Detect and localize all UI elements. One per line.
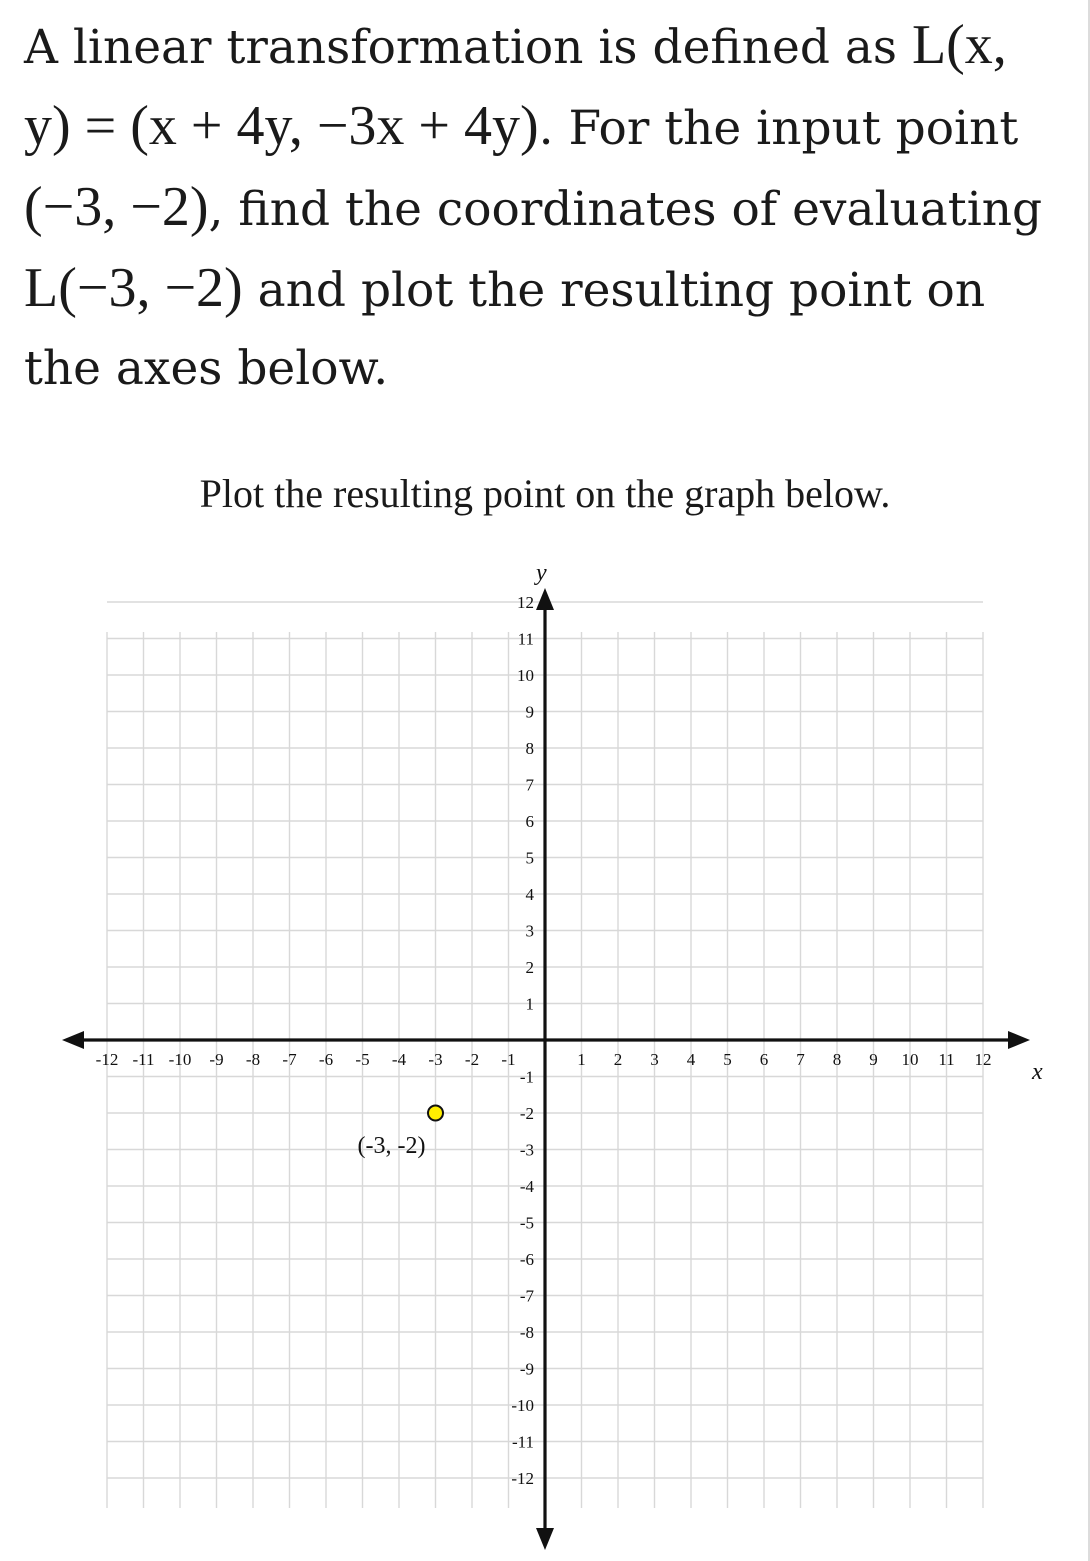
x-tick-label: 10 [901,1050,919,1069]
y-tick-label: 7 [525,775,534,795]
question-part-1: A linear transformation is defined as [24,20,897,75]
y-tick-label: -3 [519,1140,534,1160]
y-tick-label: -8 [519,1323,534,1342]
x-tick-label: -6 [318,1050,334,1069]
y-tick-label: 1 [525,994,534,1014]
x-tick-label: 8 [832,1050,842,1069]
x-tick-label: 4 [686,1050,696,1069]
question-part-4: and plot the resulting point on the axes below. [24,263,986,396]
y-tick-label: -12 [511,1469,534,1488]
x-tick-label: -3 [428,1050,443,1069]
y-tick-label: 3 [525,921,534,941]
transformation-formula: L(x, y) = (x + 4y, −3x + 4y) [24,14,1007,157]
y-axis-arrow-down [536,1528,554,1550]
x-tick-label: 6 [759,1050,769,1069]
x-tick-label: 7 [796,1050,805,1069]
x-tick-label: 5 [723,1050,732,1069]
x-axis-arrow-left [62,1031,84,1049]
y-tick-label: -9 [519,1359,534,1379]
y-tick-label: -10 [511,1396,534,1415]
y-tick-label: 11 [517,629,534,649]
y-tick-label: -1 [519,1067,534,1087]
x-tick-label: -9 [209,1050,224,1069]
y-tick-label: -4 [519,1177,534,1196]
x-tick-label: 11 [938,1050,955,1069]
y-tick-label: 5 [525,848,534,868]
plotted-point[interactable] [428,1106,443,1121]
question-part-3: , find the coordinates of evaluating [208,182,1043,237]
x-tick-label: 1 [577,1050,586,1069]
x-tick-label: -7 [282,1050,297,1069]
y-tick-label: -11 [511,1432,534,1452]
x-tick-label: -2 [464,1050,480,1069]
x-tick-label: 9 [869,1050,878,1069]
x-tick-label: -8 [245,1050,261,1069]
evaluation-expression: L(−3, −2) [24,257,243,319]
question-part-2: . For the input point [538,101,1019,156]
y-tick-label: 2 [525,958,534,977]
y-axis-arrow-up [536,588,554,610]
y-tick-label: -5 [519,1213,534,1233]
y-tick-label: 9 [525,702,534,722]
x-axis-arrow-right [1008,1031,1030,1049]
x-tick-label: -4 [391,1050,407,1069]
y-tick-label: 6 [525,812,534,831]
x-axis-label: x [1032,1059,1043,1085]
input-point: (−3, −2) [24,176,209,238]
y-tick-label: 10 [517,666,534,685]
x-tick-label: 12 [974,1050,992,1069]
x-tick-label: -5 [355,1050,370,1069]
y-tick-label: -7 [519,1286,534,1306]
y-tick-label: 8 [525,739,534,758]
y-tick-label: 12 [517,593,534,612]
x-tick-label: -1 [501,1050,516,1069]
x-tick-label: 2 [613,1050,623,1069]
y-tick-label: 4 [525,885,534,904]
point-label: (-3, -2) [357,1133,426,1159]
x-tick-label: -10 [168,1050,192,1069]
x-tick-label: -11 [132,1050,155,1069]
x-tick-label: -12 [95,1050,119,1069]
y-tick-label: -2 [519,1104,534,1123]
plot-instruction: Plot the resulting point on the graph below. [199,471,891,516]
x-tick-label: 3 [650,1050,659,1069]
y-axis-label: y [536,560,547,586]
y-tick-label: -6 [519,1250,534,1269]
